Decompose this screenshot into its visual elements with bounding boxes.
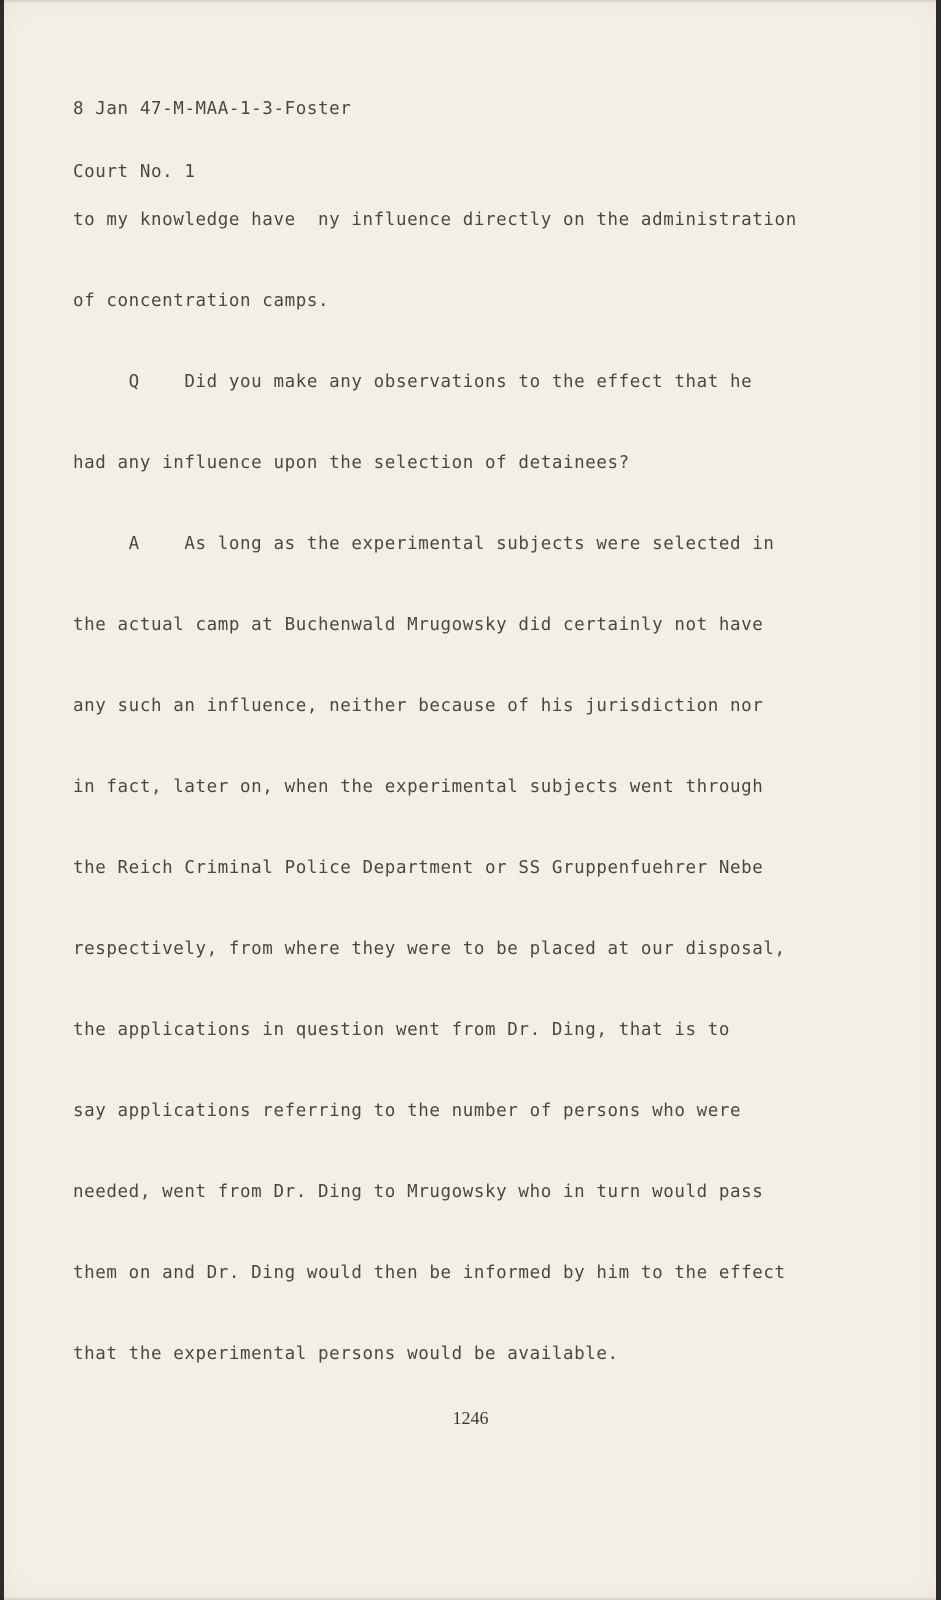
transcript-line: A As long as the experimental subjects were selected in	[73, 534, 775, 554]
transcript-line: of concentration camps.	[73, 291, 330, 311]
transcript-line: to my knowledge have ny influence directly on the administration	[73, 210, 797, 230]
scan-edge-left	[0, 0, 4, 1600]
transcript-line: had any influence upon the selection of detainees?	[73, 453, 630, 473]
transcript-line: Q Did you make any observations to the effect that he	[73, 372, 753, 392]
transcript-line: any such an influence, neither because of his jurisdiction nor	[73, 696, 764, 716]
transcript-line: in fact, later on, when the experimental subjects went through	[73, 777, 764, 797]
transcript-body	[73, 160, 797, 1415]
header-court-line: Court No. 1	[73, 162, 196, 182]
header-session-line: 8 Jan 47-M-MAA-1-3-Foster	[73, 99, 352, 119]
transcript-line: them on and Dr. Ding would then be informed by him to the effect	[73, 1263, 786, 1283]
transcript-line: respectively, from where they were to be placed at our disposal,	[73, 939, 786, 959]
transcript-line: needed, went from Dr. Ding to Mrugowsky who in turn would pass	[73, 1182, 764, 1202]
transcript-line: the actual camp at Buchenwald Mrugowsky did certainly not have	[73, 615, 764, 635]
transcript-line: the applications in question went from Dr. Ding, that is to	[73, 1020, 731, 1040]
transcript-line: say applications referring to the number of persons who were	[73, 1101, 742, 1121]
transcript-line: the Reich Criminal Police Department or SS Gruppenfuehrer Nebe	[73, 858, 764, 878]
page-number: 1246	[452, 1408, 489, 1428]
scan-edge-right	[936, 0, 941, 1600]
transcript-line: that the experimental persons would be available.	[73, 1344, 619, 1364]
